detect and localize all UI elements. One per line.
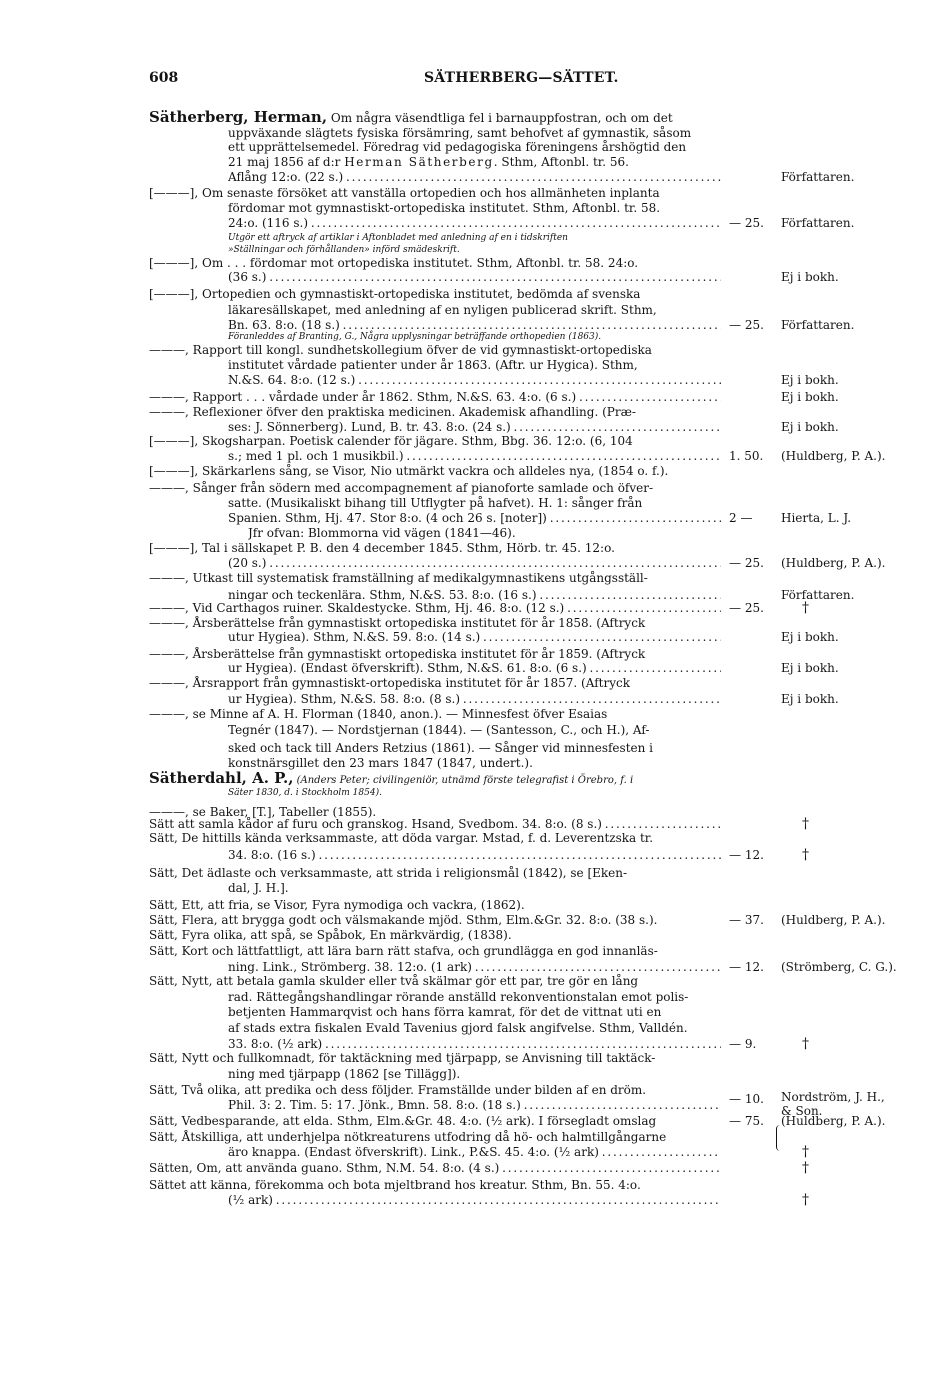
entry-line: [149, 1114, 721, 1129]
publisher: Ej i bokh.: [781, 270, 839, 284]
entry-line: [149, 1161, 721, 1176]
entry-text: Sätt, Två olika, att predika och dess följder. Framställde under bilden af en dröm.: [149, 1083, 647, 1097]
publisher: Hierta, L. J.: [781, 511, 852, 525]
entry-line: [149, 676, 721, 691]
entry-line: [228, 661, 721, 676]
entry-line: [149, 390, 721, 405]
entry-line: [228, 155, 721, 170]
publisher: Ej i bokh.: [781, 630, 839, 644]
entry-line: [228, 140, 721, 155]
entry-line: [149, 481, 721, 496]
publisher: Ej i bokh.: [781, 661, 839, 675]
entry-text: ningar och teckenlära. Sthm, N.&S. 53. 8:o. (16 s.): [228, 588, 537, 602]
entry-text: Sätt, Vedbesparande, att elda. Sthm, Elm.&Gr. 48. 4:o. (½ ark). I försegladt omslag: [149, 1114, 657, 1128]
entry-text: Sätt, Nytt, att betala gamla skulder eller två skälmar gör ett par, tre gör en lång: [149, 974, 639, 988]
dagger-mark: †: [802, 847, 809, 863]
entry-line: [228, 216, 721, 231]
entry-line: [228, 1005, 721, 1020]
brace: [776, 1125, 783, 1151]
publisher: Författaren.: [781, 318, 855, 332]
entry-line: [228, 756, 721, 771]
entry-text: [———], Om senaste försöket att vanställa ortopedien och hos allmänheten inplanta: [149, 186, 660, 200]
entry-text: ning. Link., Strömberg. 38. 12:o. (1 ark): [228, 960, 472, 974]
entry-text: Sättet att känna, förekomma och bota mjeltbrand hos kreatur. Sthm, Bn. 55. 4:o.: [149, 1178, 641, 1192]
entry-line: [228, 990, 721, 1005]
italic-note: »Ställningar och förhållanden» införd smädeskrift.: [228, 245, 460, 255]
publisher: Nordström, J. H.,: [781, 1090, 885, 1104]
price: — 9.: [729, 1037, 757, 1051]
entry-line: [149, 343, 721, 358]
entry-text: [———], Ortopedien och gymnastiskt-ortopediska institutet, bedömda af svenska: [149, 287, 641, 301]
price: — 10.: [729, 1092, 764, 1106]
publisher: (Huldberg, P. A.).: [781, 1114, 886, 1128]
price: — 12.: [729, 848, 764, 862]
entry-text: 24:o. (116 s.): [228, 216, 309, 230]
dagger-mark: †: [802, 600, 809, 616]
entry-text: Aflång 12:o. (22 s.): [228, 170, 344, 184]
entry-text: ning med tjärpapp (1862 [se Tillägg]).: [228, 1067, 461, 1081]
entry-line: [228, 126, 721, 141]
entry-text: Sätt att samla kådor af furu och granskog. Hsand, Svedbom. 34. 8:o. (8 s.): [149, 817, 602, 831]
entry-line: [149, 601, 721, 616]
publisher: (Strömberg, C. G.).: [781, 960, 897, 974]
entry-text: ———, Vid Carthagos ruiner. Skaldestycke. Sthm, Hj. 46. 8:o. (12 s.): [149, 601, 565, 615]
entry-line: [228, 303, 721, 318]
entry-line: [149, 707, 721, 722]
publisher: Författaren.: [781, 216, 855, 230]
entry-text: ———, Utkast till systematisk framställning af medikalgymnastikens utgångsställ-: [149, 571, 648, 585]
entry-text: dal, J. H.].: [228, 881, 289, 895]
dagger-mark: †: [802, 816, 809, 832]
entry-text: ———, Årsberättelse från gymnastiskt ortopediska institutet för år 1859. (Aftryck: [149, 647, 646, 661]
price: — 12.: [729, 960, 764, 974]
entry-text: Tegnér (1847). — Nordstjernan (1844). — (Santesson, C., och H.), Af-: [228, 723, 650, 737]
entry-text: 33. 8:o. (½ ark): [228, 1037, 323, 1051]
entry-line: [149, 571, 721, 586]
entry-line: [149, 287, 721, 302]
entry-line: [228, 881, 721, 896]
entry-text: Jfr ofvan: Blommorna vid vägen (1841—46).: [248, 526, 516, 540]
entry-line: [149, 866, 721, 881]
entry-line: [149, 913, 721, 928]
entry-line: [149, 256, 721, 271]
publisher: Författaren.: [781, 588, 855, 602]
entry-line: [149, 1130, 721, 1145]
entry-text: ur Hygiea). Sthm, N.&S. 58. 8:o. (8 s.): [228, 692, 461, 706]
page-number: 608: [149, 70, 179, 86]
entry-text: Bn. 63. 8:o. (18 s.): [228, 318, 340, 332]
entry-line: [149, 434, 721, 449]
price: — 75.: [729, 1114, 764, 1128]
entry-line: [228, 270, 721, 285]
entry-text: sked och tack till Anders Retzius (1861). — Sånger vid minnesfesten i: [228, 741, 653, 755]
entry-text: utur Hygiea). Sthm, N.&S. 59. 8:o. (14 s.): [228, 630, 481, 644]
entry-text: ———, Årsrapport från gymnastiskt-ortopediska institutet för år 1857. (Aftryck: [149, 676, 630, 690]
entry-line: [228, 723, 721, 738]
entry-text: Spanien. Sthm, Hj. 47. Stor 8:o. (4 och 26 s. [noter]): [228, 511, 547, 525]
entry-text: s.; med 1 pl. och 1 musikbil.): [228, 449, 404, 463]
italic-note: Utgör ett aftryck af artiklar i Aftonbladet med anledning af en i tidskriften: [228, 233, 568, 243]
publisher: Ej i bokh.: [781, 373, 839, 387]
entry-text: ———, Sånger från södern med accompagnement af pianoforte samlade och öfver-: [149, 481, 654, 495]
entry-line: [149, 464, 721, 479]
price: — 25.: [729, 318, 764, 332]
entry-text: ———, se Baker, [T.], Tabeller (1855).: [149, 805, 377, 819]
entry-line: [228, 741, 721, 756]
entry-line: [149, 974, 721, 989]
entry-text: af stads extra fiskalen Evald Tavenius gjord falsk angifvelse. Sthm, Valldén.: [228, 1021, 688, 1035]
entry-text: ur Hygiea). (Endast öfverskrift). Sthm, N.&S. 61. 8:o. (6 s.): [228, 661, 587, 675]
entry-line: [228, 170, 721, 185]
price: 1. 50.: [729, 449, 764, 463]
entry-text: (36 s.): [228, 270, 267, 284]
entry-text: Sätt, Nytt och fullkomnadt, för taktäckning med tjärpapp, se Anvisning till taktäck-: [149, 1051, 656, 1065]
entry-text: äro knappa. (Endast öfverskrift). Link., P.&S. 45. 4:o. (½ ark): [228, 1145, 599, 1159]
entry-text: Sätt, Ett, att fria, se Visor, Fyra nymodiga och vackra, (1862).: [149, 898, 525, 912]
entry-text: institutet vårdade patienter under år 1863. (Aftr. ur Hygica). Sthm,: [228, 358, 638, 372]
entry-line: [149, 771, 721, 786]
entry-text: uppväxande slägtets fysiska försämring, samt behofvet af gymnastik, såsom: [228, 126, 692, 140]
entry-text: Sätt, Flera, att brygga godt och välsmakande mjöd. Sthm, Elm.&Gr. 32. 8:o. (38 s.).: [149, 913, 658, 927]
running-head-title: SÄTHERBERG—SÄTTET.: [424, 70, 619, 86]
entry-line: [149, 944, 721, 959]
entry-text: satte. (Musikaliskt bihang till Utflygter på hafvet). H. 1: sånger från: [228, 496, 643, 510]
entry-line: [228, 496, 721, 511]
publisher: Författaren.: [781, 170, 855, 184]
entry-text: [———], Skärkarlens sång, se Visor, Nio utmärkt vackra och alldeles nya, (1854 o. f.).: [149, 464, 669, 478]
entry-line: [228, 786, 721, 801]
entry-text: N.&S. 64. 8:o. (12 s.): [228, 373, 356, 387]
price: — 25.: [729, 601, 764, 615]
entry-line: [149, 898, 721, 913]
entry-text: ———, se Minne af A. H. Florman (1840, anon.). — Minnesfest öfver Esaias: [149, 707, 608, 721]
dagger-mark: †: [802, 1144, 809, 1160]
entry-text: Om några väsendtliga fel i barnauppfostran, och om det: [327, 111, 673, 125]
entry-line: [149, 405, 721, 420]
entry-line: [149, 1083, 721, 1098]
entry-text: [———], Om . . . fördomar mot ortopediska institutet. Sthm, Aftonbl. tr. 58. 24:o.: [149, 256, 639, 270]
entry-line: [228, 358, 721, 373]
entry-text: ———, Rapport till kongl. sundhetskollegium öfver de vid gymnastiskt-ortopediska: [149, 343, 652, 357]
entry-text: ———, Rapport . . . vårdade under år 1862. Sthm, N.&S. 63. 4:o. (6 s.): [149, 390, 577, 404]
dagger-mark: †: [802, 1192, 809, 1208]
entry-line: [228, 1037, 721, 1052]
entry-text: Sätten, Om, att använda guano. Sthm, N.M. 54. 8:o. (4 s.): [149, 1161, 500, 1175]
price: — 37.: [729, 913, 764, 927]
italic-note: Föranleddes af Branting, G., Några upplysningar beträffande orthopedien (1863).: [228, 332, 602, 342]
entry-line: [228, 848, 721, 863]
italic-note: Säter 1830, d. i Stockholm 1854).: [228, 788, 382, 798]
author-name: Herman Sätherberg: [344, 155, 494, 169]
entry-text: [———], Skogsharpan. Poetisk calender för jägare. Sthm, Bbg. 36. 12:o. (6, 104: [149, 434, 633, 448]
entry-text: 34. 8:o. (16 s.): [228, 848, 316, 862]
publisher: (Huldberg, P. A.).: [781, 913, 886, 927]
entry-line: [228, 1145, 721, 1160]
entry-text: betjenten Hammarqvist och hans förra kamrat, för det de vittnat uti en: [228, 1005, 662, 1019]
entry-text: konstnärsgillet den 23 mars 1847 (1847, undert.).: [228, 756, 533, 770]
price: 2 —: [729, 511, 753, 525]
entry-line: [149, 541, 721, 556]
entry-line: [228, 201, 721, 216]
entry-text: ———, Reflexioner öfver den praktiska medicinen. Akademisk afhandling. (Præ-: [149, 405, 636, 419]
headword: Sätherberg, Herman,: [149, 110, 328, 125]
entry-text: Sätt, Åtskilliga, att underhjelpa nötkreaturens utfodring då hö- och halmtillgångarne: [149, 1130, 667, 1144]
entry-line: [149, 186, 721, 201]
publisher: Ej i bokh.: [781, 692, 839, 706]
entry-line: [149, 616, 721, 631]
entry-line: [228, 692, 721, 707]
entry-line: [149, 1051, 721, 1066]
entry-text: . Sthm, Aftonbl. tr. 56.: [493, 155, 629, 169]
entry-line: [228, 511, 721, 526]
entry-line: [149, 1178, 721, 1193]
entry-line: [149, 817, 721, 832]
entry-line: [228, 1098, 721, 1113]
entry-line: [228, 373, 721, 388]
entry-line: [228, 1021, 721, 1036]
publisher: (Huldberg, P. A.).: [781, 556, 886, 570]
entry-line: [149, 647, 721, 662]
entry-text: 21 maj 1856 af d:r: [228, 155, 345, 169]
entry-line: [149, 831, 721, 846]
price: — 25.: [729, 556, 764, 570]
dagger-mark: †: [802, 1036, 809, 1052]
entry-text: (20 s.): [228, 556, 267, 570]
entry-text: Sätt, Fyra olika, att spå, se Spåbok, En märkvärdig, (1838).: [149, 928, 512, 942]
entry-text: fördomar mot gymnastiskt-ortopediska institutet. Sthm, Aftonbl. tr. 58.: [228, 201, 661, 215]
publisher: (Huldberg, P. A.).: [781, 449, 886, 463]
dagger-mark: †: [802, 1160, 809, 1176]
publisher: Ej i bokh.: [781, 390, 839, 404]
publisher: & Son.: [781, 1104, 823, 1118]
entry-line: [228, 449, 721, 464]
entry-text: Sätt, De hittills kända verksammaste, att döda vargar. Mstad, f. d. Leverentzska tr.: [149, 831, 654, 845]
entry-text: ———, Årsberättelse från gymnastiskt ortopediska institutet för år 1858. (Aftryck: [149, 616, 646, 630]
entry-line: [149, 110, 721, 125]
entry-line: [228, 630, 721, 645]
entry-line: [228, 556, 721, 571]
entry-line: [248, 526, 741, 541]
entry-text: [———], Tal i sällskapet P. B. den 4 december 1845. Sthm, Hörb. tr. 45. 12:o.: [149, 541, 615, 555]
entry-text: Phil. 3: 2. Tim. 5: 17. Jönk., Bmn. 58. 8:o. (18 s.): [228, 1098, 521, 1112]
entry-line: [149, 928, 721, 943]
entry-text: Sätt, Det ädlaste och verksammaste, att strida i religionsmål (1842), se [Eken-: [149, 866, 628, 880]
entry-text: (½ ark): [228, 1193, 273, 1207]
price: — 25.: [729, 216, 764, 230]
headword: Sätherdahl, A. P.,: [149, 771, 294, 786]
entry-text: ett upprättelsemedel. Föredrag vid pedagogiska föreningens årshögtid den: [228, 140, 687, 154]
entry-line: [228, 960, 721, 975]
entry-text: rad. Rättegångshandlingar rörande anställd rekonventionstalan emot polis-: [228, 990, 689, 1004]
entry-line: [228, 1067, 721, 1082]
publisher: Ej i bokh.: [781, 420, 839, 434]
entry-text: ses: J. Sönnerberg). Lund, B. tr. 43. 8:o. (24 s.): [228, 420, 511, 434]
entry-text: läkaresällskapet, med anledning af en nyligen publicerad skrift. Sthm,: [228, 303, 657, 317]
entry-line: [228, 420, 721, 435]
entry-text: Sätt, Kort och lättfattligt, att lära barn rätt stafva, och grundlägga en god innanläs-: [149, 944, 658, 958]
entry-line: [228, 1193, 721, 1208]
italic-note: (Anders Peter; civilingeniör, utnämd förste telegrafist i Örebro, f. i: [293, 775, 634, 786]
